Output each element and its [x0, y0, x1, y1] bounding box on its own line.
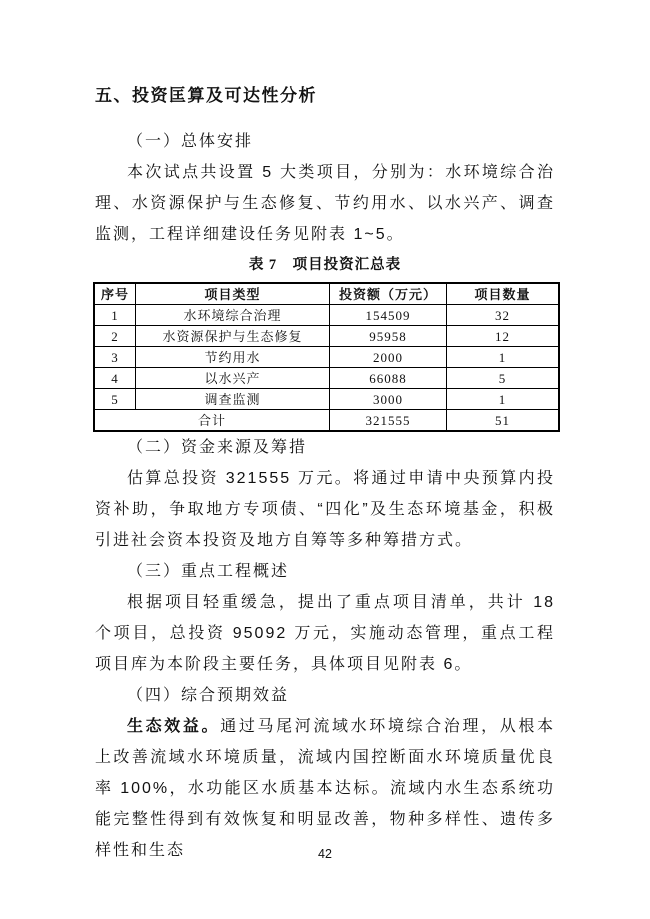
cell-project-count: 12	[447, 326, 560, 347]
paragraph-lead-label: 生态效益。	[127, 718, 221, 735]
section-4-paragraph	[95, 711, 555, 866]
cell-project-type: 以水兴产	[136, 368, 330, 389]
investment-summary-table	[93, 282, 560, 432]
cell-project-count: 1	[447, 347, 560, 368]
cell-investment: 2000	[330, 347, 447, 368]
cell-serial: 3	[94, 347, 136, 368]
cell-project-type: 节约用水	[136, 347, 330, 368]
cell-project-count: 32	[447, 305, 560, 326]
page-number: 42	[318, 847, 332, 861]
cell-total-project-count: 51	[447, 410, 560, 432]
cell-project-type: 水环境综合治理	[136, 305, 330, 326]
cell-serial: 2	[94, 326, 136, 347]
cell-serial: 1	[94, 305, 136, 326]
table-row	[94, 389, 559, 410]
column-header-project-count: 项目数量	[447, 283, 560, 305]
table-caption: 表 7 项目投资汇总表	[248, 257, 402, 273]
document-heading: 五、投资匡算及可达性分析	[95, 86, 317, 105]
section-4-title: （四）综合预期效益	[127, 687, 290, 704]
section-3-title: （三）重点工程概述	[127, 563, 290, 580]
cell-total-investment: 321555	[330, 410, 447, 432]
table-row	[94, 347, 559, 368]
table-total-row	[94, 410, 559, 432]
cell-investment: 3000	[330, 389, 447, 410]
cell-serial: 4	[94, 368, 136, 389]
section-3-paragraph: 根据项目轻重缓急，提出了重点项目清单，共计 18 个项目，总投资 95092 万元，实施动态管理，重点工程项目库为本阶段主要任务，具体项目见附表 6。	[95, 594, 555, 673]
cell-project-type: 水资源保护与生态修复	[136, 326, 330, 347]
table-row	[94, 326, 559, 347]
column-header-investment: 投资额（万元）	[330, 283, 447, 305]
column-header-serial: 序号	[94, 283, 136, 305]
cell-project-type: 调查监测	[136, 389, 330, 410]
cell-investment: 66088	[330, 368, 447, 389]
cell-serial: 5	[94, 389, 136, 410]
cell-investment: 95958	[330, 326, 447, 347]
section-1-title: （一）总体安排	[127, 133, 254, 150]
section-2-title: （二）资金来源及筹措	[127, 439, 308, 456]
table-header-row	[94, 283, 559, 305]
cell-total-label: 合计	[94, 410, 330, 432]
cell-project-count: 5	[447, 368, 560, 389]
section-1-paragraph: 本次试点共设置 5 大类项目，分别为：水环境综合治理、水资源保护与生态修复、节约用水、以水兴产、调查监测，工程详细建设任务见附表 1~5。	[95, 164, 555, 243]
table-row	[94, 305, 559, 326]
cell-project-count: 1	[447, 389, 560, 410]
table-row	[94, 368, 559, 389]
section-2-paragraph: 估算总投资 321555 万元。将通过申请中央预算内投资补助，争取地方专项债、“四化”及生态环境基金，积极引进社会资本投资及地方自筹等多种筹措方式。	[95, 470, 555, 549]
column-header-project-type: 项目类型	[136, 283, 330, 305]
paragraph-body-text: 通过马尾河流域水环境综合治理，从根本上改善流域水环境质量，流域内国控断面水环境质量优良率 100%，水功能区水质基本达标。流域内水生态系统功能完整性得到有效恢复和明显改善，物种多样性、遗传多样性和生态	[95, 718, 555, 859]
cell-investment: 154509	[330, 305, 447, 326]
